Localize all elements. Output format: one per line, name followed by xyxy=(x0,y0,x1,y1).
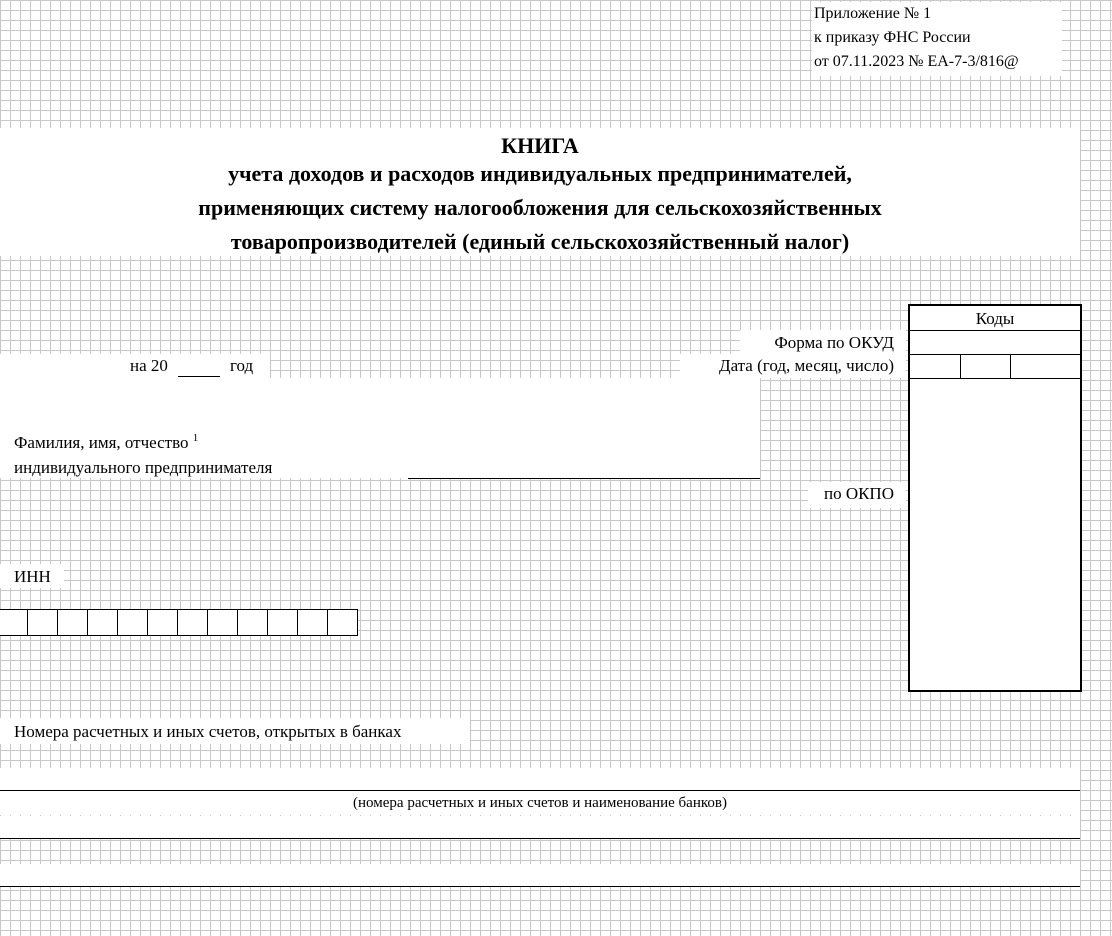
okpo-label: по ОКПО xyxy=(823,484,894,503)
okud-label: Форма по ОКУД xyxy=(774,333,894,352)
document-subtitle-line-3: товаропроизводителей (единый сельскохозяйственный налог) xyxy=(230,229,850,254)
date-code-field xyxy=(910,355,1080,379)
inn-digit-cell[interactable] xyxy=(148,610,178,635)
document-title: КНИГА xyxy=(501,133,579,158)
inn-label: ИНН xyxy=(14,567,51,586)
inn-digit-cell[interactable] xyxy=(0,610,28,635)
okud-code-field[interactable] xyxy=(910,331,1080,355)
okpo-code-field[interactable] xyxy=(910,380,1080,690)
year-input[interactable] xyxy=(178,354,220,377)
inn-digit-cell[interactable] xyxy=(58,610,88,635)
date-year-cell[interactable] xyxy=(910,355,961,378)
fio-label-line-1 xyxy=(14,432,198,453)
accounts-caption: (номера расчетных и иных счетов и наименование банков) xyxy=(353,795,727,811)
inn-digit-cell[interactable] xyxy=(28,610,58,635)
inn-digit-cell[interactable] xyxy=(208,610,238,635)
appendix-number: Приложение № 1 xyxy=(814,5,932,22)
inn-input-row xyxy=(0,609,358,636)
date-month-cell[interactable] xyxy=(961,355,1011,378)
date-label: Дата (год, месяц, число) xyxy=(718,356,894,375)
accounts-input-line-3[interactable] xyxy=(0,864,1080,887)
year-prefix: на 20 xyxy=(130,356,168,375)
footnote-marker: 1 xyxy=(192,432,199,444)
accounts-input-line-2[interactable] xyxy=(0,816,1080,839)
accounts-label: Номера расчетных и иных счетов, открытых в банках xyxy=(14,722,402,741)
appendix-order: к приказу ФНС России xyxy=(814,29,971,46)
year-suffix: год xyxy=(230,356,254,375)
inn-digit-cell[interactable] xyxy=(328,610,358,635)
inn-digit-cell[interactable] xyxy=(88,610,118,635)
document-subtitle-line-2: применяющих систему налогообложения для сельскохозяйственных xyxy=(198,195,882,220)
inn-digit-cell[interactable] xyxy=(238,610,268,635)
inn-digit-cell[interactable] xyxy=(268,610,298,635)
fio-label-line-2: индивидуального предпринимателя xyxy=(14,458,273,477)
codes-header: Коды xyxy=(910,306,1080,331)
document-subtitle-line-1: учета доходов и расходов индивидуальных предпринимателей, xyxy=(228,161,852,186)
inn-digit-cell[interactable] xyxy=(178,610,208,635)
inn-digit-cell[interactable] xyxy=(118,610,148,635)
inn-digit-cell[interactable] xyxy=(298,610,328,635)
codes-box xyxy=(908,304,1082,692)
fio-label-text: Фамилия, имя, отчество xyxy=(14,433,189,452)
appendix-date: от 07.11.2023 № ЕА-7-3/816@ xyxy=(814,53,1019,70)
fio-input[interactable] xyxy=(408,456,760,479)
accounts-input-line-1[interactable] xyxy=(0,768,1080,791)
